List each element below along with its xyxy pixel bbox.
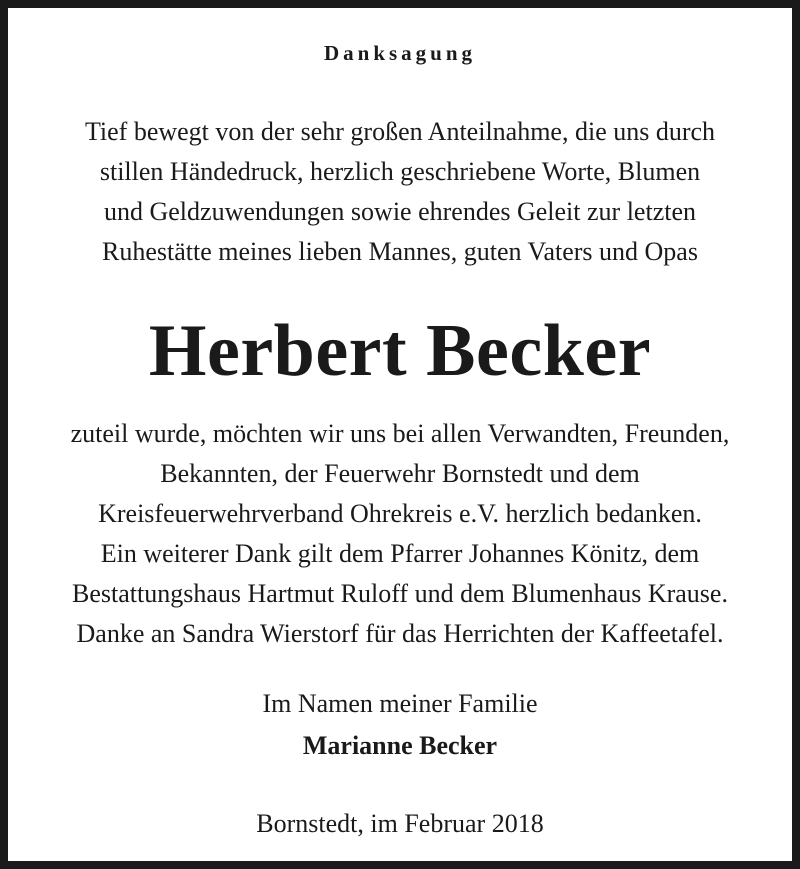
thanks-line: zuteil wurde, möchten wir uns bei allen Verwandten, Freunden, <box>70 419 730 448</box>
intro-line: und Geldzuwendungen sowie ehrendes Geleit zur letzten <box>103 197 696 226</box>
thanks-line: Ein weiterer Dank gilt dem Pfarrer Johannes Könitz, dem <box>100 539 700 568</box>
deceased-name: Herbert Becker <box>148 310 652 392</box>
thanks-line: Bekannten, der Feuerwehr Bornstedt und dem <box>160 459 640 488</box>
signer-name: Marianne Becker <box>302 731 498 760</box>
closing-line: Im Namen meiner Familie <box>262 689 538 718</box>
intro-line: Ruhestätte meines lieben Mannes, guten Vaters und Opas <box>102 237 698 266</box>
intro-line: stillen Händedruck, herzlich geschriebene Worte, Blumen <box>99 157 701 186</box>
thanks-paragraph <box>28 414 772 654</box>
place-date: Bornstedt, im Februar 2018 <box>256 809 544 838</box>
thanks-line: Kreisfeuerwehrverband Ohrekreis e.V. herzlich bedanken. <box>98 499 702 528</box>
thanks-line: Bestattungshaus Hartmut Ruloff und dem Blumenhaus Krause. <box>72 579 728 608</box>
intro-paragraph <box>28 112 772 272</box>
intro-line: Tief bewegt von der sehr großen Anteilnahme, die uns durch <box>84 117 716 146</box>
notice-heading: Danksagung <box>323 41 477 65</box>
thanks-line: Danke an Sandra Wierstorf für das Herrichten der Kaffeetafel. <box>76 619 724 648</box>
